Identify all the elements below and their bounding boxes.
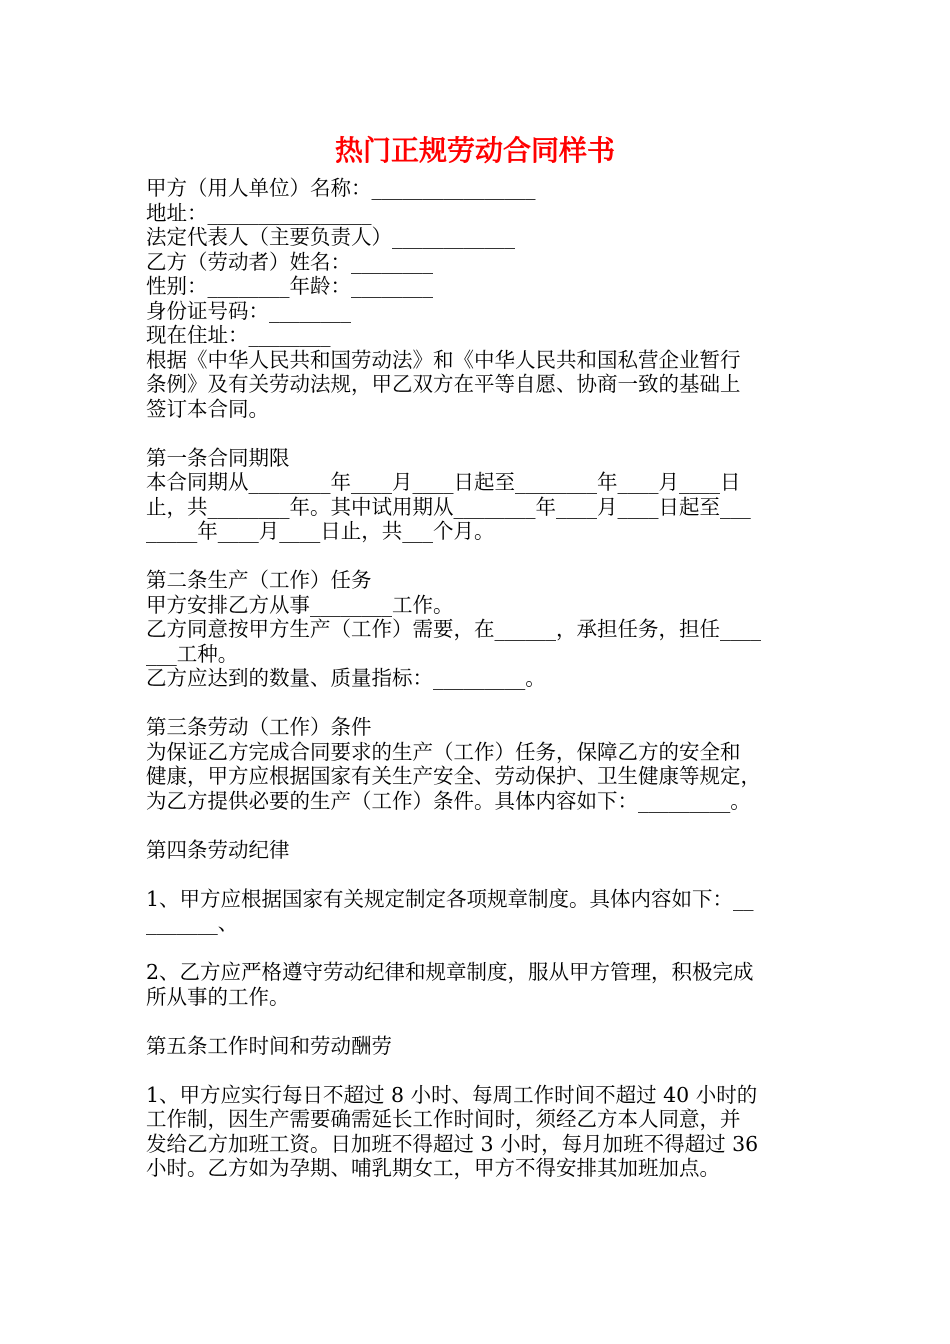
article-3-line: 为乙方提供必要的生产（工作）条件。具体内容如下：_________。 — [146, 788, 751, 813]
article-5-item-1-line: 1、甲方应实行每日不超过 8 小时、每周工作时间不超过 40 小时的 — [146, 1082, 758, 1107]
article-3-line: 健康，甲方应根据国家有关生产安全、劳动保护、卫生健康等规定， — [146, 764, 761, 788]
article-4-item-2-line: 2、乙方应严格遵守劳动纪律和规章制度，服从甲方管理，积极完成 — [146, 960, 754, 984]
legal-representative-field: 法定代表人（主要负责人）____________ — [146, 225, 515, 249]
article-4-item-1-line: _______、 — [146, 911, 239, 935]
article-2-line: 甲方安排乙方从事________工作。 — [146, 592, 454, 617]
document-title: 热门正规劳动合同样书 — [334, 134, 615, 167]
article-5-heading: 第五条工作时间和劳动酬劳 — [146, 1033, 392, 1058]
article-2-line: 乙方同意按甲方生产（工作）需要，在______，承担任务，担任____ — [146, 617, 761, 641]
party-a-name-field: 甲方（用人单位）名称：________________ — [146, 176, 536, 200]
preamble-line: 根据《中华人民共和国劳动法》和《中华人民共和国私营企业暂行 — [146, 347, 741, 372]
document-body — [146, 176, 826, 1181]
article-4-item-2-line: 所从事的工作。 — [146, 984, 290, 1009]
paragraph-gap — [146, 544, 826, 569]
paragraph-gap — [146, 1058, 826, 1083]
article-1-line: _____年____月____日止，共___个月。 — [146, 519, 495, 543]
article-2-heading: 第二条生产（工作）任务 — [146, 568, 372, 592]
article-1-heading: 第一条合同期限 — [146, 445, 290, 470]
preamble-line: 条例》及有关劳动法规，甲乙双方在平等自愿、协商一致的基础上 — [146, 372, 741, 396]
article-2-line: ___工种。 — [146, 641, 239, 666]
article-5-item-1-line: 工作制，因生产需要确需延长工作时间时，须经乙方本人同意，并 — [146, 1107, 741, 1131]
paragraph-gap — [146, 936, 826, 961]
address-field: 地址：________________ — [146, 200, 372, 225]
gender-age-field: 性别：________年龄：________ — [146, 274, 433, 298]
party-b-name-field: 乙方（劳动者）姓名：________ — [146, 249, 433, 274]
article-4-heading: 第四条劳动纪律 — [146, 837, 290, 862]
paragraph-gap — [146, 421, 826, 446]
article-4-item-1-line: 1、甲方应根据国家有关规定制定各项规章制度。具体内容如下：__ — [146, 886, 754, 911]
current-address-field: 现在住址：________ — [146, 323, 331, 347]
article-3-line: 为保证乙方完成合同要求的生产（工作）任务，保障乙方的安全和 — [146, 739, 741, 764]
preamble-line: 签订本合同。 — [146, 396, 269, 421]
article-5-item-1-line: 小时。乙方如为孕期、哺乳期女工，甲方不得安排其加班加点。 — [146, 1156, 720, 1180]
article-2-line: 乙方应达到的数量、质量指标：_________。 — [146, 666, 546, 690]
article-3-heading: 第三条劳动（工作）条件 — [146, 715, 372, 739]
article-1-line: 止，共________年。其中试用期从________年____月____日起至___ — [146, 494, 751, 519]
id-number-field: 身份证号码：________ — [146, 298, 351, 323]
paragraph-gap — [146, 813, 826, 838]
article-1-line: 本合同期从________年____月____日起至________年____月____日 — [146, 470, 741, 494]
paragraph-gap — [146, 1009, 826, 1034]
paragraph-gap — [146, 691, 826, 716]
paragraph-gap — [146, 862, 826, 887]
article-5-item-1-line: 发给乙方加班工资。日加班不得超过 3 小时，每月加班不得超过 36 — [146, 1131, 759, 1156]
